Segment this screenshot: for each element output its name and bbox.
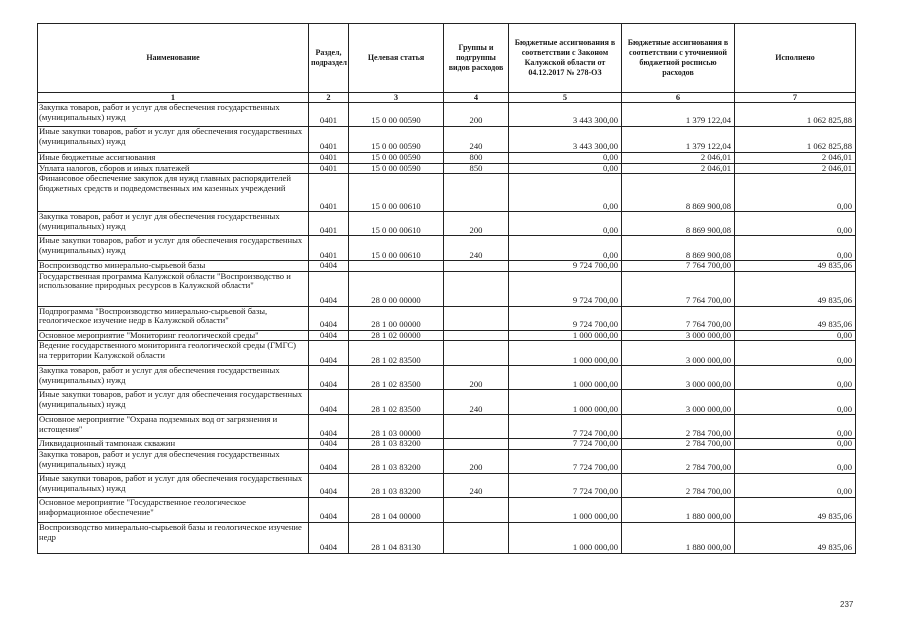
table-row — [38, 306, 856, 330]
header-law-allocations: Бюджетные ассигнования в соответствии с Законом Калужской области от 04.12.2017 № 278-ОЗ — [509, 24, 622, 93]
row-name: Основное мероприятие "Государственное геологическое информационное обеспечение" — [38, 497, 309, 522]
column-number: 2 — [309, 93, 349, 103]
row-refined-allocation: 7 764 700,00 — [622, 271, 735, 306]
row-executed: 0,00 — [735, 236, 856, 261]
row-group: 240 — [444, 236, 509, 261]
row-target: 15 0 00 00590 — [349, 103, 444, 127]
row-target: 28 0 00 00000 — [349, 271, 444, 306]
row-executed: 49 835,06 — [735, 497, 856, 522]
row-name: Основное мероприятие "Мониторинг геологической среды" — [38, 330, 309, 341]
table-row — [38, 366, 856, 390]
row-group: 850 — [444, 163, 509, 174]
row-refined-allocation: 2 784 700,00 — [622, 415, 735, 439]
row-refined-allocation: 1 880 000,00 — [622, 522, 735, 553]
column-number: 7 — [735, 93, 856, 103]
row-executed: 49 835,06 — [735, 522, 856, 553]
row-name: Финансовое обеспечение закупок для нужд главных распорядителей бюджетных средств и подведомственных им казенных учреждений — [38, 174, 309, 212]
row-target: 28 1 00 00000 — [349, 306, 444, 330]
row-executed: 0,00 — [735, 341, 856, 366]
row-law-allocation: 1 000 000,00 — [509, 497, 622, 522]
row-law-allocation: 3 443 300,00 — [509, 103, 622, 127]
row-refined-allocation: 2 784 700,00 — [622, 473, 735, 497]
table-row — [38, 236, 856, 261]
row-executed: 0,00 — [735, 449, 856, 473]
row-executed: 0,00 — [735, 330, 856, 341]
row-section: 0404 — [309, 439, 349, 450]
column-number: 6 — [622, 93, 735, 103]
table-row — [38, 127, 856, 153]
header-target: Целевая статья — [349, 24, 444, 93]
row-executed: 0,00 — [735, 366, 856, 390]
row-target: 15 0 00 00610 — [349, 236, 444, 261]
row-section: 0404 — [309, 449, 349, 473]
row-law-allocation: 0,00 — [509, 153, 622, 164]
row-law-allocation: 1 000 000,00 — [509, 366, 622, 390]
row-executed: 0,00 — [735, 439, 856, 450]
row-section: 0404 — [309, 497, 349, 522]
table-row — [38, 163, 856, 174]
row-executed: 49 835,06 — [735, 306, 856, 330]
row-refined-allocation: 1 379 122,04 — [622, 127, 735, 153]
row-name: Закупка товаров, работ и услуг для обеспечения государственных (муниципальных) нужд — [38, 103, 309, 127]
row-refined-allocation: 8 869 900,08 — [622, 174, 735, 212]
row-law-allocation: 3 443 300,00 — [509, 127, 622, 153]
row-law-allocation: 0,00 — [509, 236, 622, 261]
column-number: 5 — [509, 93, 622, 103]
row-law-allocation: 0,00 — [509, 212, 622, 236]
row-refined-allocation: 7 764 700,00 — [622, 306, 735, 330]
row-target: 28 1 04 00000 — [349, 497, 444, 522]
table-row — [38, 103, 856, 127]
row-name: Основное мероприятие "Охрана подземных вод от загрязнения и истощения" — [38, 415, 309, 439]
row-refined-allocation: 8 869 900,08 — [622, 236, 735, 261]
column-number: 4 — [444, 93, 509, 103]
row-section: 0401 — [309, 174, 349, 212]
row-target: 28 1 03 83200 — [349, 473, 444, 497]
table-row — [38, 449, 856, 473]
row-name: Закупка товаров, работ и услуг для обеспечения государственных (муниципальных) нужд — [38, 449, 309, 473]
table-row — [38, 330, 856, 341]
column-number: 1 — [38, 93, 309, 103]
table-row — [38, 153, 856, 164]
row-law-allocation: 7 724 700,00 — [509, 439, 622, 450]
row-executed: 49 835,06 — [735, 271, 856, 306]
row-group — [444, 330, 509, 341]
row-law-allocation: 0,00 — [509, 174, 622, 212]
row-name: Воспроизводство минерально-сырьевой базы и геологическое изучение недр — [38, 522, 309, 553]
row-executed: 2 046,01 — [735, 153, 856, 164]
row-group: 800 — [444, 153, 509, 164]
row-section: 0401 — [309, 127, 349, 153]
row-executed: 2 046,01 — [735, 163, 856, 174]
row-target: 15 0 00 00590 — [349, 163, 444, 174]
row-group — [444, 174, 509, 212]
row-name: Закупка товаров, работ и услуг для обеспечения государственных (муниципальных) нужд — [38, 212, 309, 236]
row-group — [444, 271, 509, 306]
row-executed: 0,00 — [735, 473, 856, 497]
row-executed: 49 835,06 — [735, 261, 856, 272]
row-name: Иные закупки товаров, работ и услуг для обеспечения государственных (муниципальных) нужд — [38, 390, 309, 415]
row-target — [349, 261, 444, 272]
row-section: 0404 — [309, 522, 349, 553]
row-refined-allocation: 3 000 000,00 — [622, 390, 735, 415]
row-law-allocation: 1 000 000,00 — [509, 330, 622, 341]
table-row — [38, 341, 856, 366]
row-refined-allocation: 3 000 000,00 — [622, 341, 735, 366]
row-law-allocation: 1 000 000,00 — [509, 341, 622, 366]
row-group: 200 — [444, 449, 509, 473]
row-name: Закупка товаров, работ и услуг для обеспечения государственных (муниципальных) нужд — [38, 366, 309, 390]
row-refined-allocation: 8 869 900,08 — [622, 212, 735, 236]
row-section: 0404 — [309, 261, 349, 272]
row-law-allocation: 1 000 000,00 — [509, 522, 622, 553]
row-name: Ликвидационный тампонаж скважин — [38, 439, 309, 450]
row-refined-allocation: 1 379 122,04 — [622, 103, 735, 127]
row-name: Воспроизводство минерально-сырьевой базы — [38, 261, 309, 272]
row-target: 15 0 00 00610 — [349, 174, 444, 212]
row-name: Иные закупки товаров, работ и услуг для обеспечения государственных (муниципальных) нужд — [38, 473, 309, 497]
row-executed: 0,00 — [735, 212, 856, 236]
row-group — [444, 306, 509, 330]
row-target: 15 0 00 00590 — [349, 153, 444, 164]
row-refined-allocation: 2 784 700,00 — [622, 449, 735, 473]
row-executed: 0,00 — [735, 174, 856, 212]
row-target: 15 0 00 00610 — [349, 212, 444, 236]
row-section: 0401 — [309, 236, 349, 261]
row-section: 0401 — [309, 212, 349, 236]
row-name: Уплата налогов, сборов и иных платежей — [38, 163, 309, 174]
header-executed: Исполнено — [735, 24, 856, 93]
row-group — [444, 497, 509, 522]
row-section: 0404 — [309, 341, 349, 366]
row-section: 0404 — [309, 390, 349, 415]
table-row — [38, 212, 856, 236]
row-target: 28 1 03 00000 — [349, 415, 444, 439]
row-name: Подпрограмма "Воспроизводство минерально-сырьевой базы, геологическое изучение недр в Калужской области" — [38, 306, 309, 330]
row-refined-allocation: 1 880 000,00 — [622, 497, 735, 522]
row-name: Ведение государственного мониторинга геологической среды (ГМГС) на территории Калужской области — [38, 341, 309, 366]
table-row — [38, 261, 856, 272]
row-group — [444, 415, 509, 439]
row-target: 28 1 02 83500 — [349, 366, 444, 390]
row-law-allocation: 1 000 000,00 — [509, 390, 622, 415]
row-section: 0401 — [309, 103, 349, 127]
row-section: 0404 — [309, 473, 349, 497]
header-refined-allocations: Бюджетные ассигнования в соответствии с уточненной бюджетной росписью расходов — [622, 24, 735, 93]
row-group: 240 — [444, 473, 509, 497]
row-name: Государственная программа Калужской области "Воспроизводство и использование природных ресурсов в Калужской области" — [38, 271, 309, 306]
row-target: 28 1 02 83500 — [349, 341, 444, 366]
row-refined-allocation: 2 046,01 — [622, 153, 735, 164]
row-section: 0404 — [309, 366, 349, 390]
header-section: Раздел, подраздел — [309, 24, 349, 93]
row-section: 0401 — [309, 163, 349, 174]
row-group: 240 — [444, 390, 509, 415]
row-section: 0404 — [309, 306, 349, 330]
row-section: 0404 — [309, 330, 349, 341]
table-row — [38, 522, 856, 553]
column-number: 3 — [349, 93, 444, 103]
header-name: Наименование — [38, 24, 309, 93]
page-number: 237 — [840, 600, 854, 609]
row-target: 28 1 02 00000 — [349, 330, 444, 341]
row-group: 200 — [444, 366, 509, 390]
table-row — [38, 271, 856, 306]
row-law-allocation: 9 724 700,00 — [509, 271, 622, 306]
row-law-allocation: 9 724 700,00 — [509, 261, 622, 272]
row-executed: 0,00 — [735, 390, 856, 415]
row-section: 0401 — [309, 153, 349, 164]
budget-table — [37, 23, 856, 554]
row-executed: 1 062 825,88 — [735, 103, 856, 127]
row-name: Иные закупки товаров, работ и услуг для обеспечения государственных (муниципальных) нужд — [38, 127, 309, 153]
row-law-allocation: 7 724 700,00 — [509, 473, 622, 497]
row-law-allocation: 0,00 — [509, 163, 622, 174]
row-group: 200 — [444, 103, 509, 127]
row-group — [444, 261, 509, 272]
row-refined-allocation: 3 000 000,00 — [622, 366, 735, 390]
table-row — [38, 497, 856, 522]
row-law-allocation: 7 724 700,00 — [509, 449, 622, 473]
row-target: 15 0 00 00590 — [349, 127, 444, 153]
column-number-row — [38, 93, 856, 103]
row-refined-allocation: 3 000 000,00 — [622, 330, 735, 341]
row-group — [444, 439, 509, 450]
row-section: 0404 — [309, 271, 349, 306]
row-group: 200 — [444, 212, 509, 236]
row-refined-allocation: 2 784 700,00 — [622, 439, 735, 450]
row-target: 28 1 03 83200 — [349, 449, 444, 473]
header-group: Группы и подгруппы видов расходов — [444, 24, 509, 93]
row-group — [444, 341, 509, 366]
row-group: 240 — [444, 127, 509, 153]
row-target: 28 1 04 83130 — [349, 522, 444, 553]
row-target: 28 1 03 83200 — [349, 439, 444, 450]
row-executed: 0,00 — [735, 415, 856, 439]
row-section: 0404 — [309, 415, 349, 439]
row-target: 28 1 02 83500 — [349, 390, 444, 415]
table-row — [38, 390, 856, 415]
row-name: Иные бюджетные ассигнования — [38, 153, 309, 164]
row-group — [444, 522, 509, 553]
table-row — [38, 415, 856, 439]
table-row — [38, 439, 856, 450]
row-refined-allocation: 2 046,01 — [622, 163, 735, 174]
row-executed: 1 062 825,88 — [735, 127, 856, 153]
table-row — [38, 174, 856, 212]
row-refined-allocation: 7 764 700,00 — [622, 261, 735, 272]
row-law-allocation: 9 724 700,00 — [509, 306, 622, 330]
row-law-allocation: 7 724 700,00 — [509, 415, 622, 439]
header-row — [38, 24, 856, 93]
row-name: Иные закупки товаров, работ и услуг для обеспечения государственных (муниципальных) нужд — [38, 236, 309, 261]
table-row — [38, 473, 856, 497]
